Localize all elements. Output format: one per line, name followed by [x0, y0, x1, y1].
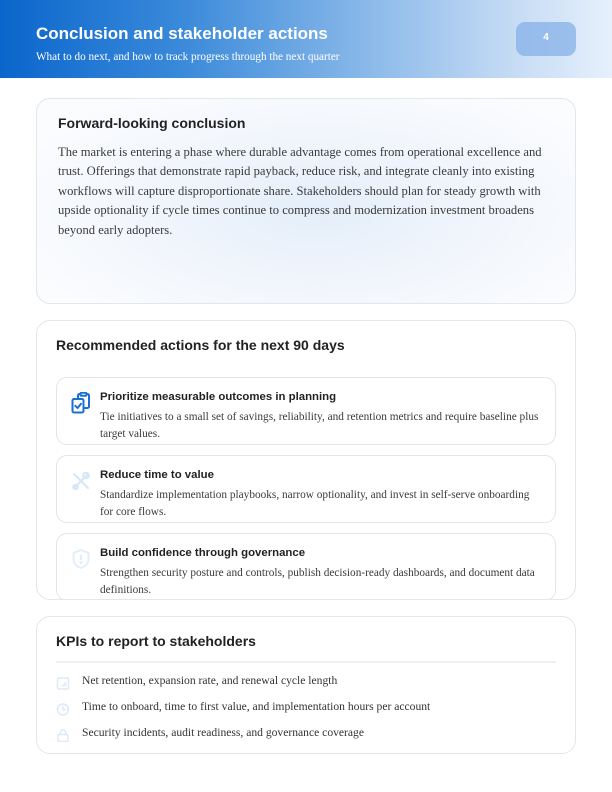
kpi-item [56, 726, 556, 744]
conclusion-body: The market is entering a phase where durable advantage comes from operational excellence and trust. Offerings that demonstrate rapid payback, reduce risk, and integrate cleanly into existing workflows will capture disproportionate share. Stakeholders should plan for steady growth with upside optionality if cycle times continue to compress and modernization investment broadens beyond early adopters. [58, 145, 542, 237]
action-title: Reduce time to value [100, 469, 214, 481]
conclusion-title: Forward-looking conclusion [58, 115, 246, 131]
kpis-title: KPIs to report to stakeholders [56, 633, 256, 649]
clipboard-check-icon [71, 392, 91, 414]
actions-title: Recommended actions for the next 90 days [56, 337, 345, 353]
kpi-text: Security incidents, audit readiness, and governance coverage [82, 726, 365, 739]
shield-alert-icon [71, 548, 91, 570]
page-subtitle: What to do next, and how to track progress through the next quarter [36, 51, 340, 63]
kpi-item [56, 700, 556, 718]
actions-card [36, 320, 576, 600]
kpi-text: Net retention, expansion rate, and renewal cycle length [82, 674, 338, 687]
tools-icon [71, 470, 91, 492]
conclusion-card [36, 98, 576, 304]
action-title: Build confidence through governance [100, 547, 306, 559]
action-description: Strengthen security posture and controls, publish decision-ready dashboards, and document data definitions. [100, 567, 535, 596]
divider [56, 661, 556, 663]
action-title: Prioritize measurable outcomes in planning [100, 391, 337, 403]
action-item [56, 377, 556, 445]
kpi-text: Time to onboard, time to first value, and implementation hours per account [82, 700, 431, 713]
page-number-badge: 4 [516, 22, 576, 56]
action-item [56, 455, 556, 523]
action-item [56, 533, 556, 600]
action-description: Tie initiatives to a small set of savings, reliability, and retention metrics and require baseline plus target values. [100, 411, 539, 440]
page-title: Conclusion and stakeholder actions [36, 24, 328, 43]
page-header [0, 0, 612, 78]
kpis-card [36, 616, 576, 754]
kpi-item [56, 674, 556, 692]
action-description: Standardize implementation playbooks, narrow optionality, and invest in self-serve onboarding for core flows. [100, 489, 530, 518]
clock-icon [56, 702, 70, 716]
lock-icon [56, 728, 70, 742]
chart-icon [56, 676, 70, 690]
